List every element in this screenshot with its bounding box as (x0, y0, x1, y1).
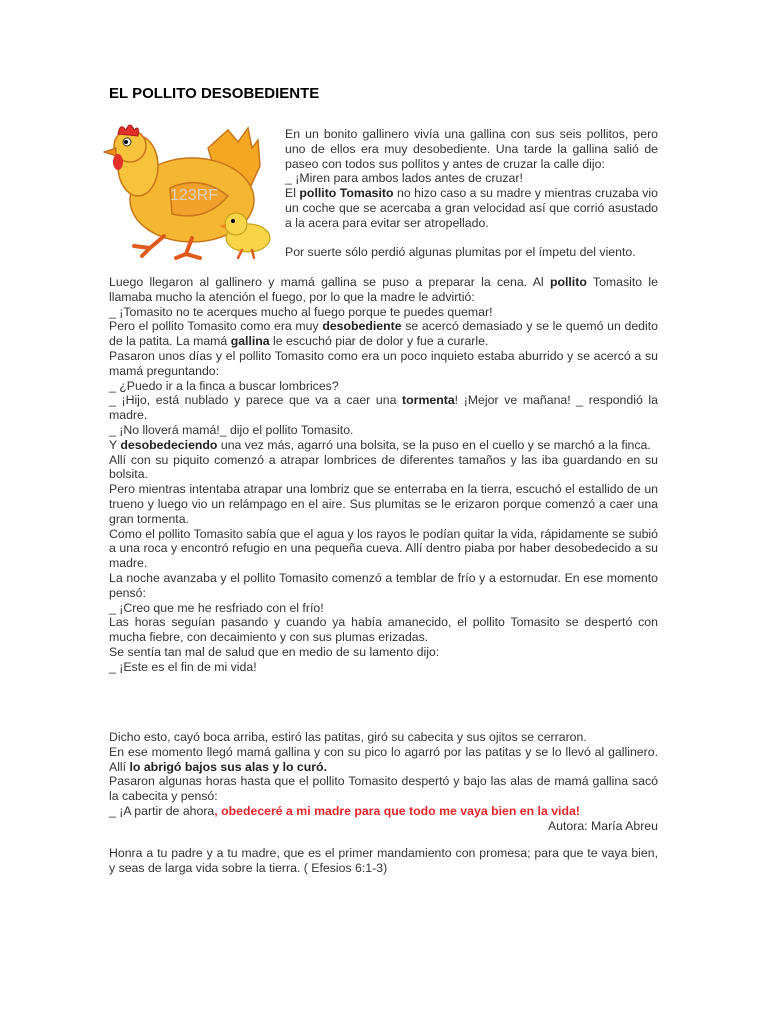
bold-text: gallina (230, 334, 270, 349)
body-line: Se sentía tan mal de salud que en medio de su lamento dijo: (109, 644, 440, 659)
intro-dialogue: _ ¡Miren para ambos lados antes de cruzar! (285, 171, 523, 186)
text-span: se acercó demasiado y se le quemó un dedito de la patita. La mamá (109, 319, 658, 349)
bold-text: pollito (549, 275, 587, 289)
body-line (109, 319, 658, 349)
body-line: _ ¡Este es el fin de mi vida! (109, 659, 257, 674)
hen-and-chick-icon (100, 118, 280, 263)
hen-and-chick-illustration (100, 118, 280, 263)
watermark-text: 123RF (170, 187, 219, 204)
ending-line: Pasaron algunas horas hasta que el pollito Tomasito despertó y bajo las alas de mamá gallina sacó la cabecita y pensó: (109, 774, 658, 804)
body-line: Pasaron unos días y el pollito Tomasito como era un poco inquieto estaba aburrido y se acercó a su mamá preguntando: (109, 348, 658, 378)
text-span: Pero el pollito Tomasito como era muy (109, 319, 323, 334)
story-intro (285, 127, 658, 260)
intro-paragraph-2 (285, 186, 658, 230)
intro-paragraph-3: Por suerte sólo perdió algunas plumitas por el ímpetu del viento. (285, 245, 636, 260)
text-span: le escuchó piar de dolor y fue a curarle. (269, 334, 489, 349)
ending-line (109, 745, 658, 775)
document-title: EL POLLITO DESOBEDIENTE (109, 85, 320, 102)
bold-text: desobediente (322, 319, 402, 334)
text-span: Tomasito le llamaba mucho la atención el fuego, por lo que la madre le advirtió: (109, 275, 658, 304)
body-line: _ ¡Tomasito no te acerques mucho al fuego porque te puedes quemar! (109, 304, 493, 319)
text-span: una vez más, agarró una bolsita, se la puso en el cuello y se marchó a la finca. (217, 437, 651, 452)
body-line: _ ¡No lloverá mamá!_ dijo el pollito Tomasito. (109, 422, 354, 437)
bold-text: desobedeciendo (120, 437, 218, 452)
body-line: Pero mientras intentaba atrapar una lombriz que se enterraba en la tierra, escuchó el estallido de un trueno y luego vio un relámpago en el aire. Sus plumitas se le erizaron porque comenzó a caer una gran tormenta. (109, 482, 658, 526)
text-span: _ ¡Hijo, está nublado y parece que va a caer una (109, 393, 403, 408)
text-span: no hizo caso a su madre y mientras cruzaba vio un coche que se acercaba a gran velocidad así que corrió asustado a la acera para evitar ser atropellado. (285, 186, 658, 230)
body-line (109, 438, 658, 453)
body-line: La noche avanzaba y el pollito Tomasito comenzó a temblar de frío y a estornudar. En ese momento pensó: (109, 570, 658, 600)
bold-text: pollito Tomasito (299, 186, 394, 201)
text-span: ! ¡Mejor ve mañana! _ respondió la madre. (109, 393, 658, 423)
text-span: Luego llegaron al gallinero y mamá gallina se puso a preparar la cena. Al (109, 275, 550, 289)
intro-paragraph-1: En un bonito gallinero vivía una gallina con sus seis pollitos, pero uno de ellos era muy desobediente. Una tarde la gallina salió de paseo con todos sus pollitos y antes de cruzar la calle dijo: (285, 127, 658, 171)
body-line: _ ¡Creo que me he resfriado con el frío! (109, 600, 324, 615)
text-span: En ese momento llegó mamá gallina y con su pico lo agarró por las patitas y se lo llevó al gallinero. Allí (109, 744, 658, 774)
text-span: _ ¡A partir de ahora (109, 803, 215, 818)
bold-text: tormenta (402, 393, 455, 408)
body-line: Como el pollito Tomasito sabía que el agua y los rayos le podían quitar la vida, rápidamente se subió a una roca y encontró refugio en una pequeña cueva. Allí dentro piaba por haber desobedecido a su madre. (109, 526, 658, 571)
ending-moral (109, 804, 658, 819)
body-line: _ ¿Puedo ir a la finca a buscar lombrices? (109, 378, 339, 393)
body-line (109, 393, 658, 423)
bible-quote (109, 846, 658, 876)
story-body (109, 275, 658, 675)
bold-text: lo abrigó bajos sus alas y lo curó. (129, 759, 327, 774)
ending-line: Dicho esto, cayó boca arriba, estiró las patitas, giró su cabecita y sus ojitos se cerraron. (109, 730, 587, 744)
author-credit: Autora: María Abreu (547, 818, 658, 833)
body-line: Las horas seguían pasando y cuando ya había amanecido, el pollito Tomasito se despertó con mucha fiebre, con decaimiento y con sus plumas erizadas. (109, 615, 658, 645)
closing-paragraph: Honra a tu padre y a tu madre, que es el primer mandamiento con promesa; para que te vaya bien, y seas de larga vida sobre la tierra. ( Efesios 6:1-3) (109, 846, 658, 875)
highlighted-text: , obedeceré a mi madre para que todo me vaya bien en la vida! (214, 803, 580, 818)
body-line: Allí con su piquito comenzó a atrapar lombrices de diferentes tamaños y las iba guardando en su bolsita. (109, 452, 658, 482)
body-line (109, 275, 658, 305)
text-span: El (285, 186, 300, 201)
text-span: Y (109, 437, 121, 452)
story-ending (109, 730, 658, 834)
